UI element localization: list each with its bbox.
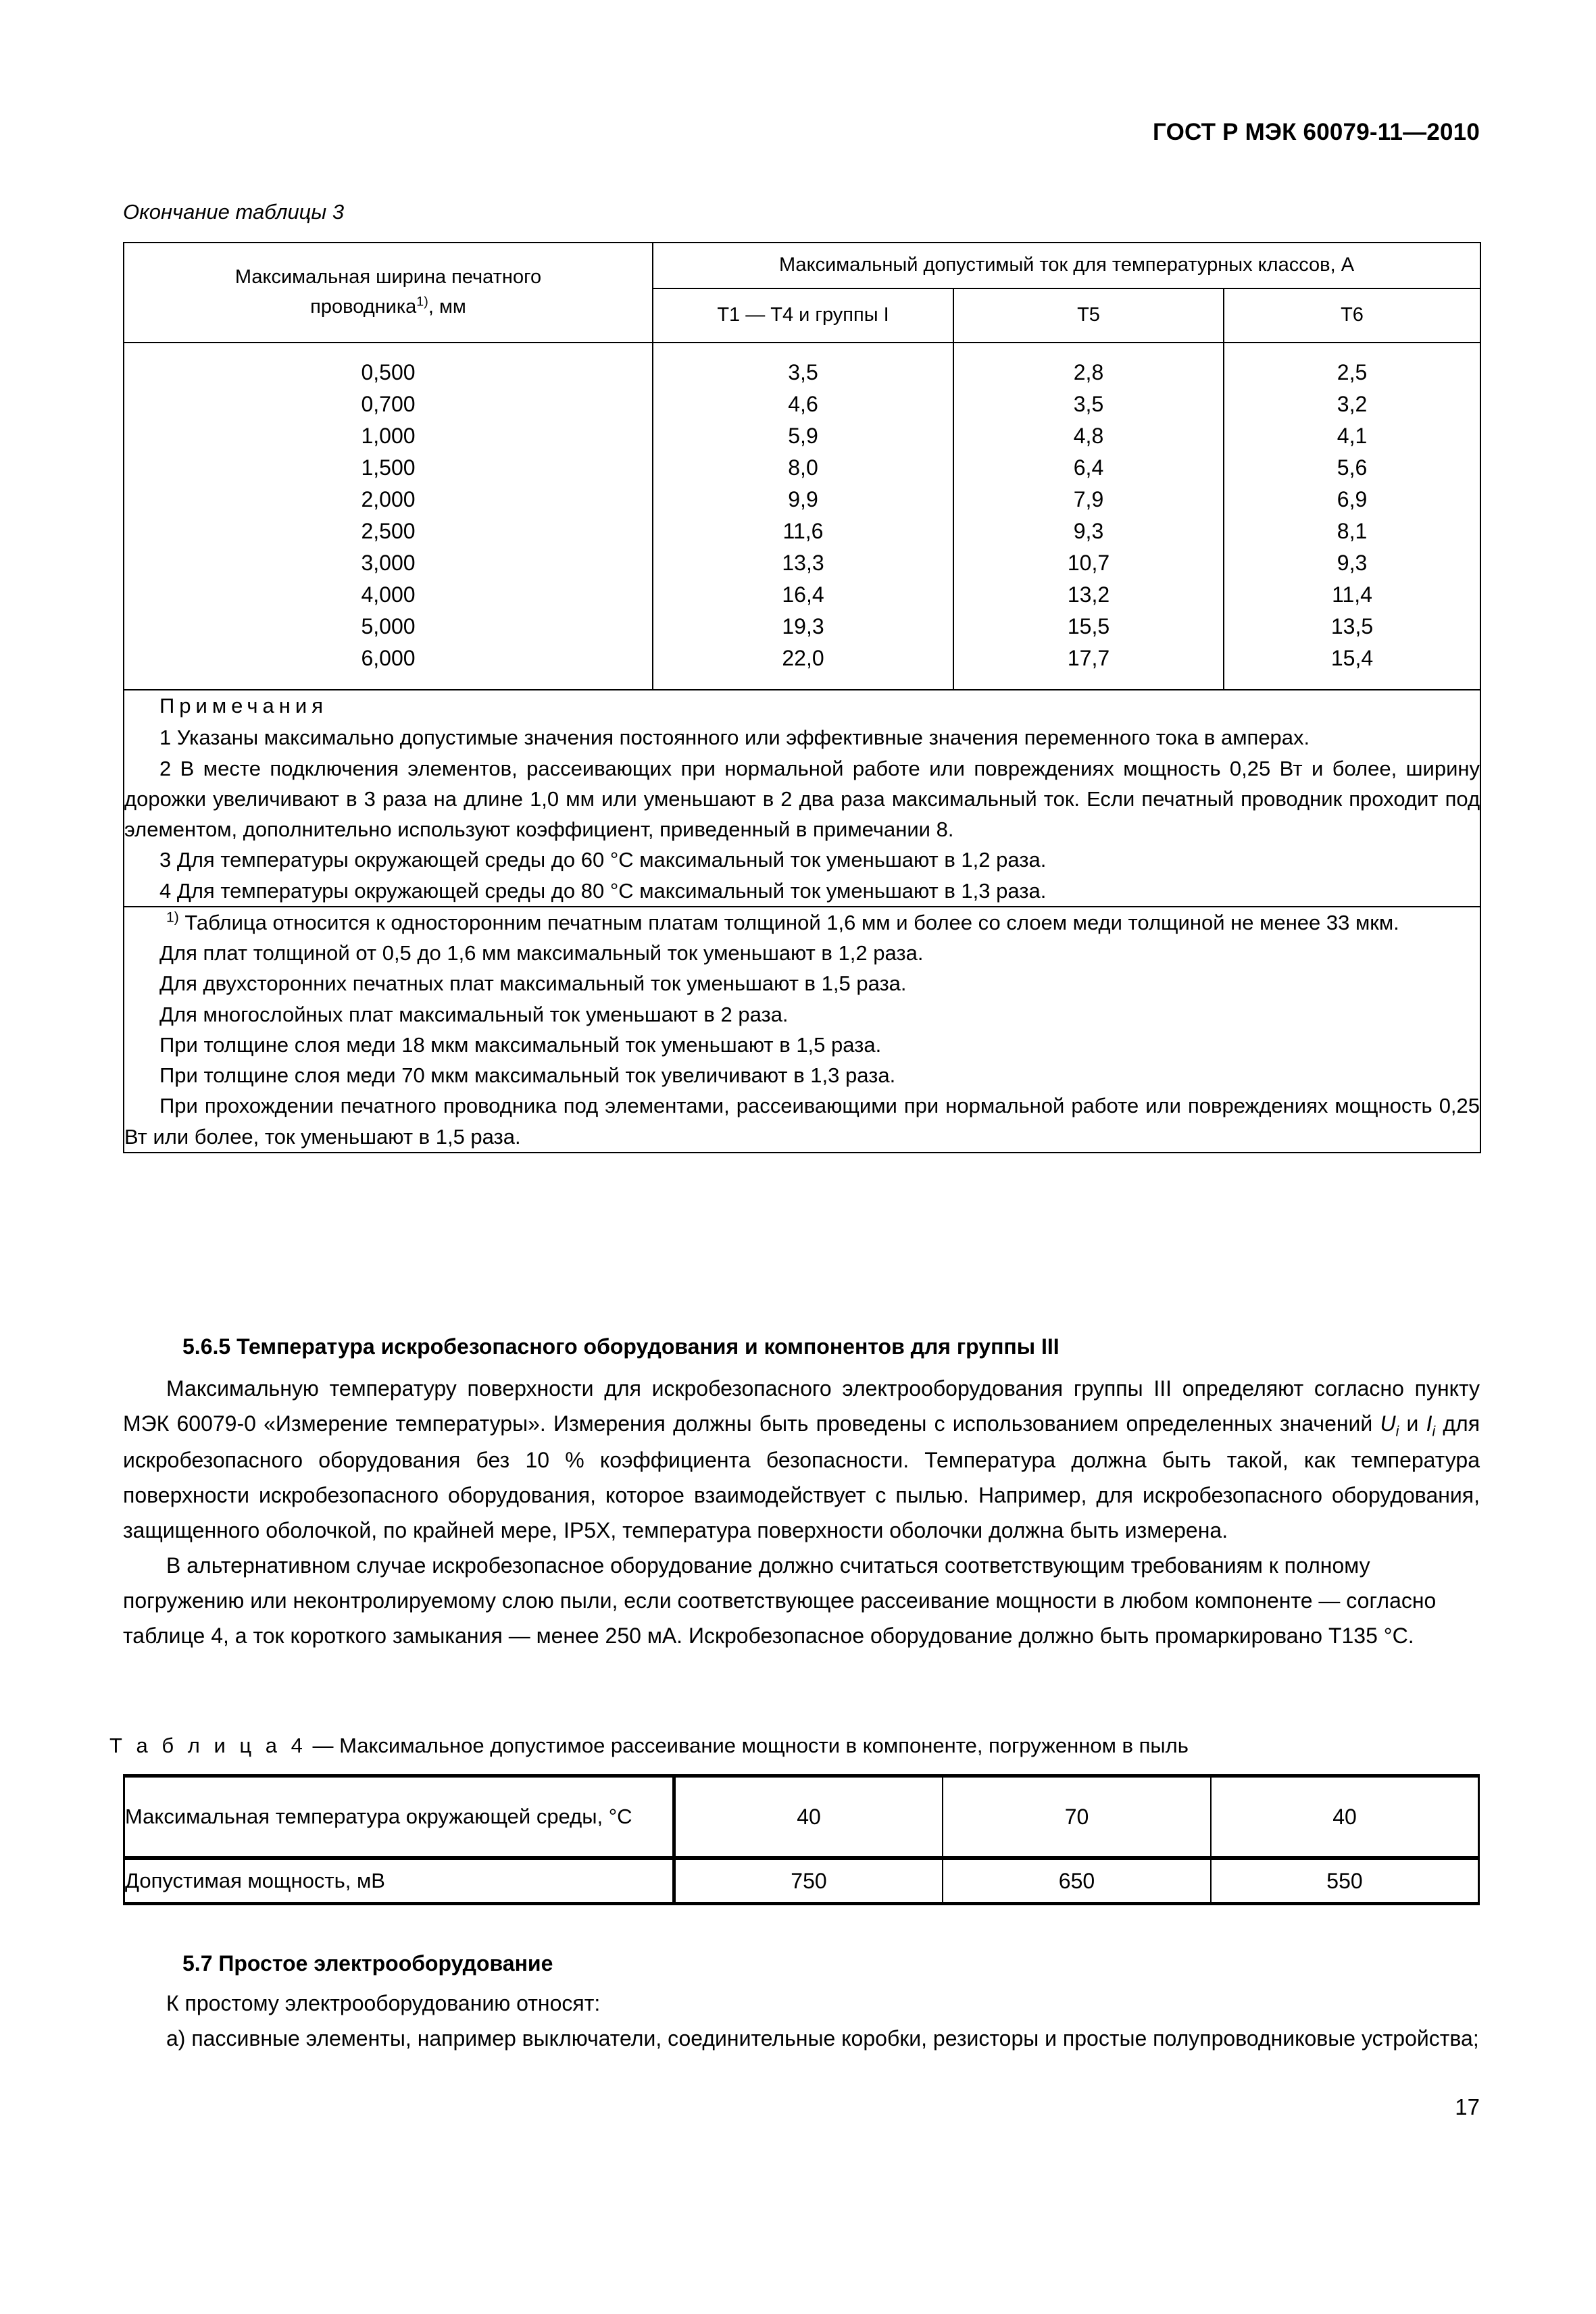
section-5-7-heading: 5.7 Простое электрооборудование bbox=[182, 1951, 553, 1976]
table3-cell: 7,9 bbox=[1073, 487, 1104, 511]
table3-cell: 15,4 bbox=[1330, 646, 1374, 670]
table3-note-3: 3 Для температуры окружающей среды до 60 °С максимальный ток уменьшают в 1,2 раза. bbox=[159, 848, 1047, 872]
table3-cell: 4,8 bbox=[1073, 424, 1104, 448]
table3-cell: 6,9 bbox=[1337, 487, 1368, 511]
table3-footnote-line-2: Для двухсторонних печатных плат максимальный ток уменьшают в 1,5 раза. bbox=[159, 972, 907, 996]
table3-cell: 15,5 bbox=[1067, 614, 1110, 638]
page-number: 17 bbox=[1455, 2094, 1480, 2119]
table3-footnote-lead bbox=[124, 907, 1480, 938]
table3-cell: 17,7 bbox=[1067, 646, 1110, 670]
table3-note-2: 2 В месте подключения элементов, рассеивающих при нормальной работе или повреждениях мощность 0,25 Вт и более, ширину дорожки увеличивают в 3 раза на длине 1,0 мм или уменьшают в 2 два раза максимальный ток. Если печатный проводник проходит под элементом, дополнительно используют коэффициент, приведенный в примечании 8. bbox=[124, 756, 1480, 841]
table4-row2-value-3: 550 bbox=[1212, 1857, 1480, 1905]
table3 bbox=[123, 242, 1481, 1153]
table3-cell: 9,9 bbox=[788, 487, 818, 511]
table3-col-t1t4 bbox=[653, 343, 953, 690]
section-5-7-item-a: а) пассивные элементы, например выключатели, соединительные коробки, резисторы и простые полупроводниковые устройства; bbox=[166, 2026, 1479, 2051]
table4-row2-value-1: 750 bbox=[676, 1857, 943, 1905]
table3-col-widths bbox=[124, 343, 653, 690]
section-5-6-5-body bbox=[123, 1372, 1480, 1653]
table3-cell: 19,3 bbox=[782, 614, 824, 638]
table3-cell: 2,500 bbox=[361, 519, 416, 543]
section-5-7-intro: К простому электрооборудованию относят: bbox=[166, 1991, 601, 2015]
table3-data-block bbox=[124, 343, 1480, 690]
table3-footnote-marker: 1) bbox=[166, 909, 179, 926]
table3-footnote-line-1: Для плат толщиной от 0,5 до 1,6 мм максимальный ток уменьшают в 1,2 раза. bbox=[159, 941, 924, 965]
table4-row1-value-2: 70 bbox=[943, 1774, 1212, 1857]
para1-part1: Максимальную температуру поверхности для искробезопасного электрооборудования группы III определяют согласно пункту МЭК 60079-0 «Измерение температуры». Измерения должны быть проведены с использованием определенных значений bbox=[123, 1376, 1480, 1436]
table3-cell: 8,0 bbox=[788, 455, 818, 480]
table3-cell: 4,6 bbox=[788, 392, 818, 416]
section-5-7-body bbox=[123, 1986, 1480, 2057]
table3-cell: 3,5 bbox=[1073, 392, 1104, 416]
section-5-6-5-paragraph-2: В альтернативном случае искробезопасное оборудование должно считаться соответствующим требованиям к полному погружению или неконтролируемому слою пыли, если соответствующее рассеивание мощности в любом компоненте — согласно таблице 4, а ток короткого замыкания — менее 250 мА. Искробезопасное оборудование должно быть промаркировано Т135 °С. bbox=[123, 1553, 1437, 1648]
table3-footnote-line-6: При прохождении печатного проводника под элементами, рассеивающими при нормальной работе или повреждениях мощность 0,25 Вт или более, ток уменьшают в 1,5 раза. bbox=[124, 1094, 1480, 1149]
symbol-i: I bbox=[1426, 1411, 1432, 1436]
table3-t6-values bbox=[1224, 343, 1480, 689]
table3-subheader-t6: T6 bbox=[1224, 288, 1480, 343]
table4-container bbox=[123, 1774, 1480, 1905]
symbol-i-subscript: i bbox=[1432, 1424, 1436, 1440]
table3-cell: 3,000 bbox=[361, 551, 416, 575]
table3-footnote-line-4: При толщине слоя меди 18 мкм максимальный ток уменьшают в 1,5 раза. bbox=[159, 1032, 882, 1057]
table3-footnote-row bbox=[124, 907, 1480, 1153]
table3-subheader-t5: T5 bbox=[953, 288, 1224, 343]
table3-header-row-1 bbox=[124, 243, 1480, 288]
table4-row2-value-2: 650 bbox=[943, 1857, 1212, 1905]
table3-cell: 10,7 bbox=[1067, 551, 1110, 575]
table3-cell: 1,000 bbox=[361, 424, 416, 448]
table3-cell: 13,5 bbox=[1330, 614, 1374, 638]
table3-width-values bbox=[124, 343, 652, 689]
table3-footnote-line-5: При толщине слоя меди 70 мкм максимальный ток увеличивают в 1,3 раза. bbox=[159, 1063, 896, 1087]
table4-row1-value-3: 40 bbox=[1212, 1774, 1480, 1857]
table3-col-t6 bbox=[1224, 343, 1480, 690]
table3-cell: 9,3 bbox=[1073, 519, 1104, 543]
document-standard-header: ГОСТ Р МЭК 60079-11—2010 bbox=[1153, 119, 1480, 145]
table3-cell: 2,8 bbox=[1073, 360, 1104, 384]
table3-group-header: Максимальный допустимый ток для температурных классов, А bbox=[653, 243, 1480, 288]
table4-caption bbox=[109, 1734, 1189, 1758]
table4 bbox=[123, 1774, 1480, 1905]
table3-cell: 16,4 bbox=[782, 582, 824, 607]
table3-notes-cell bbox=[124, 690, 1480, 907]
table4-row1-value-1: 40 bbox=[676, 1774, 943, 1857]
table3-footnote-cell bbox=[124, 907, 1480, 1153]
between-symbols: и bbox=[1399, 1411, 1426, 1436]
table3-cell: 8,1 bbox=[1337, 519, 1368, 543]
table3-cell: 3,2 bbox=[1337, 392, 1368, 416]
table4-row2-label: Допустимая мощность, мВ bbox=[123, 1857, 676, 1905]
section-5-6-5-heading: 5.6.5 Температура искробезопасного оборудования и компонентов для группы III bbox=[182, 1334, 1059, 1359]
table3-caption: Окончание таблицы 3 bbox=[123, 200, 345, 224]
table3-notes-row bbox=[124, 690, 1480, 907]
para1-part2: для искробезопасного оборудования без 10 % коэффициента безопасности. Температура должна быть такой, как температура поверхности искробезопасного оборудования, которое взаимодействует с пылью. Например, для искробезопасного оборудования, защищенного оболочкой, по крайней мере, IP5X, температура поверхности оболочки должна быть измерена. bbox=[123, 1411, 1480, 1543]
table3-cell: 0,700 bbox=[361, 392, 416, 416]
table3-subheader-t1t4: Т1 — Т4 и группы I bbox=[653, 288, 953, 343]
table3-footnote-lead-text: Таблица относится к односторонним печатным платам толщиной 1,6 мм и более со слоем меди толщиной не менее 33 мкм. bbox=[184, 910, 1399, 934]
table3-col1-footnote-marker: 1) bbox=[416, 294, 428, 309]
table3-cell: 4,1 bbox=[1337, 424, 1368, 448]
table4-row1-label: Максимальная температура окружающей среды, °С bbox=[123, 1774, 676, 1857]
table3-col1-header-line1: Максимальная ширина печатного bbox=[234, 266, 542, 288]
table4-caption-text: — Максимальное допустимое рассеивание мощности в компоненте, погруженном в пыль bbox=[306, 1734, 1189, 1757]
table3-cell: 11,6 bbox=[782, 519, 824, 543]
table3-cell: 13,2 bbox=[1067, 582, 1110, 607]
table3-notes-title: Примечания bbox=[159, 694, 328, 718]
table3-cell: 9,3 bbox=[1337, 551, 1368, 575]
table3-cell: 6,000 bbox=[361, 646, 416, 670]
table3-cell: 2,5 bbox=[1337, 360, 1368, 384]
table3-col-t5 bbox=[953, 343, 1224, 690]
section-5-6-5-paragraph-1 bbox=[123, 1372, 1480, 1549]
table4-row-power bbox=[123, 1857, 1480, 1905]
table3-cell: 11,4 bbox=[1332, 582, 1372, 607]
table3-footnote-line-3: Для многослойных плат максимальный ток уменьшают в 2 раза. bbox=[159, 1002, 789, 1026]
table3-col1-header bbox=[124, 243, 653, 343]
table3-cell: 2,000 bbox=[361, 487, 416, 511]
table3-cell: 3,5 bbox=[788, 360, 818, 384]
table3-t1t4-values bbox=[653, 343, 953, 689]
table3-note-1: 1 Указаны максимально допустимые значения постоянного или эффективные значения переменного тока в амперах. bbox=[159, 726, 1310, 750]
symbol-u-subscript: i bbox=[1395, 1424, 1399, 1440]
table3-cell: 5,6 bbox=[1337, 455, 1368, 480]
table3-note-4: 4 Для температуры окружающей среды до 80 °С максимальный ток уменьшают в 1,3 раза. bbox=[159, 878, 1047, 903]
table3-cell: 5,000 bbox=[361, 614, 416, 638]
table3-col1-header-line2: проводника$^{1)}$, мм bbox=[310, 294, 466, 318]
table3-cell: 4,000 bbox=[361, 582, 416, 607]
table3-cell: 0,500 bbox=[361, 360, 416, 384]
table4-caption-prefix: Т а б л и ц а 4 bbox=[109, 1734, 307, 1757]
symbol-u: U bbox=[1380, 1411, 1396, 1436]
table3-t5-values bbox=[954, 343, 1223, 689]
table3-container bbox=[123, 242, 1480, 1153]
table4-row-temperature bbox=[123, 1774, 1480, 1857]
table3-cell: 6,4 bbox=[1073, 455, 1104, 480]
table3-cell: 1,500 bbox=[361, 455, 416, 480]
table3-cell: 5,9 bbox=[788, 424, 818, 448]
table3-cell: 22,0 bbox=[782, 646, 824, 670]
table3-cell: 13,3 bbox=[782, 551, 824, 575]
